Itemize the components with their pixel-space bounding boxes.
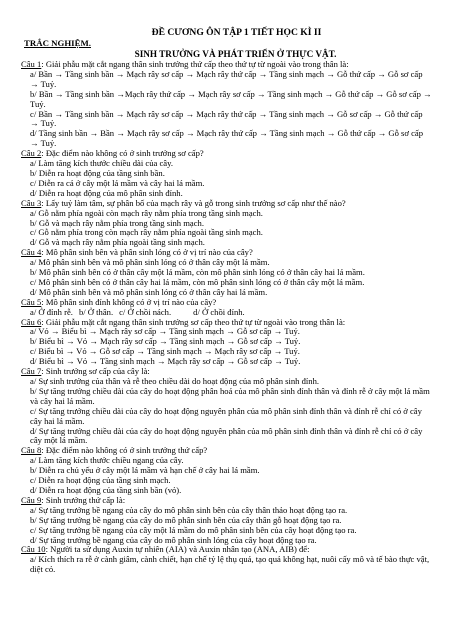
answer-option: d/ Diễn ra hoạt động của mô phân sinh đỉnh. [30,187,183,198]
answer-option: b/ Mô phân sinh bên có ở thân cây một lá mầm, còn mô phân sinh lóng có ở thân cây hai lá mầm. [30,267,365,278]
question-number: Câu 6 [21,316,42,327]
answer-option: c/ Sự tăng trưởng chiều dài của cây do hoạt động nguyên phân của mô phân sinh đỉnh thân và đỉnh rễ chỉ có ở cây cây hai lá mầm. [30,405,422,426]
question-text: : Đặc điểm nào không có ở sinh trưởng thứ cấp? [41,445,208,456]
question-number: Câu 8 [21,445,42,456]
question-text: : Giải phẫu mặt cắt ngang thân sinh trưởng thứ cấp theo thứ tự từ ngoài vào trong thân là: [41,59,349,69]
answer-option: b/ Diễn ra chủ yếu ở cây một lá mầm và hạn chế ở cây hai lá mầm. [30,465,260,476]
question-number: Câu 2 [21,148,42,159]
question-text: : Mô phân sinh đỉnh không có ở vị trí nào của cây? [41,296,217,307]
answer-option: d/ Ở chồi đỉnh. [193,306,245,317]
question-number: Câu 4 [21,247,42,258]
answer-option: d/ Mô phân sinh bên và mô phân sinh lóng có ở thân cây hai lá mầm. [30,286,268,297]
answer-option: c/ Ở chồi nách. [119,306,172,317]
answer-option: d/ Sự tăng trưởng chiều dài của cây do hoạt động nguyên phân của mô phân sinh đỉnh thân và đỉnh rễ chỉ có ở cây cây một lá mầm. [30,425,423,446]
question-number: Câu 10 [21,544,46,555]
answer-option: a/ Kích thích ra rễ ở cành giâm, cành chiết, hạn chế tỷ lệ thụ quả, tạo quả không hạt, nuôi cấy mô và tế bào thực vật, diệt cỏ. [30,554,430,575]
answer-option: c/ Gỗ nằm phía trong còn mạch rây nằm phía ngoài tầng sinh mạch. [30,227,263,238]
answer-option: d/ Sự tăng trưởng bề ngang của cây do mô phân sinh lóng của cây hoạt động tạo ra. [30,534,317,545]
question-text: : Lấy tuỷ làm tâm, sự phân bố của mạch rây và gỗ trong sinh trưởng sơ cấp như thế nào? [41,197,346,208]
answer-option: c/ Sự tăng trưởng bề ngang của cây một lá mầm do mô phân sinh bên của cây hoạt động tạo ra. [30,524,357,535]
question-number: Câu 7 [21,366,42,377]
topic-subtitle: SINH TRƯỞNG VÀ PHÁT TRIỂN Ở THỰC VẬT. [134,49,337,59]
answer-option: c/ Biểu bì → Vỏ → Gỗ sơ cấp → Tầng sinh mạch → Mạch rây sơ cấp → Tuỷ. [30,346,300,357]
answer-option: b/ Diễn ra hoạt động của tầng sinh bần. [30,167,165,178]
answer-option: a/ Làm tăng kích thước chiều dài của cây. [30,158,173,169]
answer-option: b/ Sự tăng trưởng bề ngang của cây do mô phân sinh bên của cây thân gỗ hoạt động tạo ra. [30,514,342,525]
answer-option: c/ Diễn ra cả ở cây một lá mầm và cây hai lá mầm. [30,177,205,188]
question-number: Câu 3 [21,197,42,208]
answer-option: c/ Mô phân sinh bên có ở thân cây hai lá mầm, còn mô phân sinh lóng có ở thân cây một lá mầm. [30,276,365,287]
answer-option: b/ Bần → Tầng sinh bần →Mạch rây thứ cấp → Mạch rây sơ cấp → Tầng sinh mạch → Gỗ thứ cấp → Gỗ sơ cấp → Tuỷ. [30,88,432,109]
answer-option: a/ Sự tăng trưởng bề ngang của cây do mô phân sinh bên của cây thân thảo hoạt động tạo ra. [30,504,348,515]
answer-option: c/ Bần → Tầng sinh bần → Mạch rây sơ cấp → Mạch rây thứ cấp → Tầng sinh mạch → Gỗ sơ cấp → Gỗ thứ cấp → Tuỷ. [30,108,423,129]
answer-option: b/ Sự tăng trưởng chiều dài của cây do hoạt động phân hoá của mô phân sinh đỉnh thân và đỉnh rễ ở cây một lá mầm và cây hai lá mầm. [30,385,430,406]
answer-option: a/ Sự sinh trưởng của thân và rễ theo chiều dài do hoạt động của mô phân sinh đỉnh. [30,376,320,386]
answer-option: d/ Diễn ra hoạt động của tầng sinh bần (vỏ). [30,484,182,495]
question-text: : Đặc điểm nào không có ở sinh trưởng sơ cấp? [41,148,204,159]
answer-option: a/ Ở đỉnh rễ. [30,306,73,317]
answer-option: a/ Làm tăng kích thước chiều ngang của cây. [30,455,184,466]
answer-option: a/ Vỏ → Biểu bì → Mạch rây sơ cấp → Tầng sinh mạch → Gỗ sơ cấp → Tuỷ. [30,326,300,337]
question-number: Câu 9 [21,494,42,505]
question-text: : Mô phân sinh bên và phân sinh lóng có ở vị trí nào của cây? [41,247,253,258]
answer-option: a/ Gỗ nằm phía ngoài còn mạch rây nằm phía trong tầng sinh mạch. [30,207,263,218]
question-text: : Sinh trưởng sơ cấp của cây là: [41,366,150,377]
question-number: Câu 1 [21,59,42,69]
answer-option: d/ Gỗ và mạch rây nằm phía ngoài tầng sinh mạch. [30,237,205,248]
answer-option: b/ Biểu bì → Vỏ → Mạch rây sơ cấp → Tầng sinh mạch → Gỗ sơ cấp → Tuỷ. [30,336,301,347]
answer-option: a/ Mô phân sinh bên và mô phân sinh lóng có ở thân cây một lá mầm. [30,257,270,268]
answer-option: b/ Gỗ và mạch rây nằm phía trong tầng sinh mạch. [30,217,204,228]
answer-option: b/ Ở thân. [78,306,114,317]
document-title: ĐỀ CƯƠNG ÔN TẬP 1 TIẾT HỌC KÌ II [151,27,322,38]
section-heading: TRẮC NGHIỆM. [24,38,91,48]
answer-option: c/ Diễn ra hoạt động của tầng sinh mạch. [30,475,171,486]
question-text: : Người ta sử dụng Auxin tự nhiên (AIA) và Auxin nhân tạo (ANA, AIB) để: [45,544,310,555]
question-number: Câu 5 [21,296,42,307]
answer-option: d/ Biểu bì → Vỏ → Tầng sinh mạch → Mạch rây sơ cấp → Gỗ sơ cấp → Tuỷ. [30,356,301,367]
question-list [21,60,432,575]
question-text: : Giải phẫu mặt cắt ngang thân sinh trưởng sơ cấp theo thứ tự từ ngoài vào trong thân là: [41,316,346,327]
section-row [21,38,432,59]
answer-option: a/ Bần → Tầng sinh bần → Mạch rây sơ cấp → Mạch rây thứ cấp → Tầng sinh mạch → Gỗ thứ cấp → Gỗ sơ cấp → Tuỷ. [30,68,423,89]
answer-option: d/ Tầng sinh bần → Bần → Mạch rây sơ cấp → Mạch rây thứ cấp → Tầng sinh mạch → Gỗ thứ cấp → Gỗ sơ cấp → Tuỷ. [30,128,424,149]
question-text: : Sinh trưởng thứ cấp là: [41,494,126,505]
